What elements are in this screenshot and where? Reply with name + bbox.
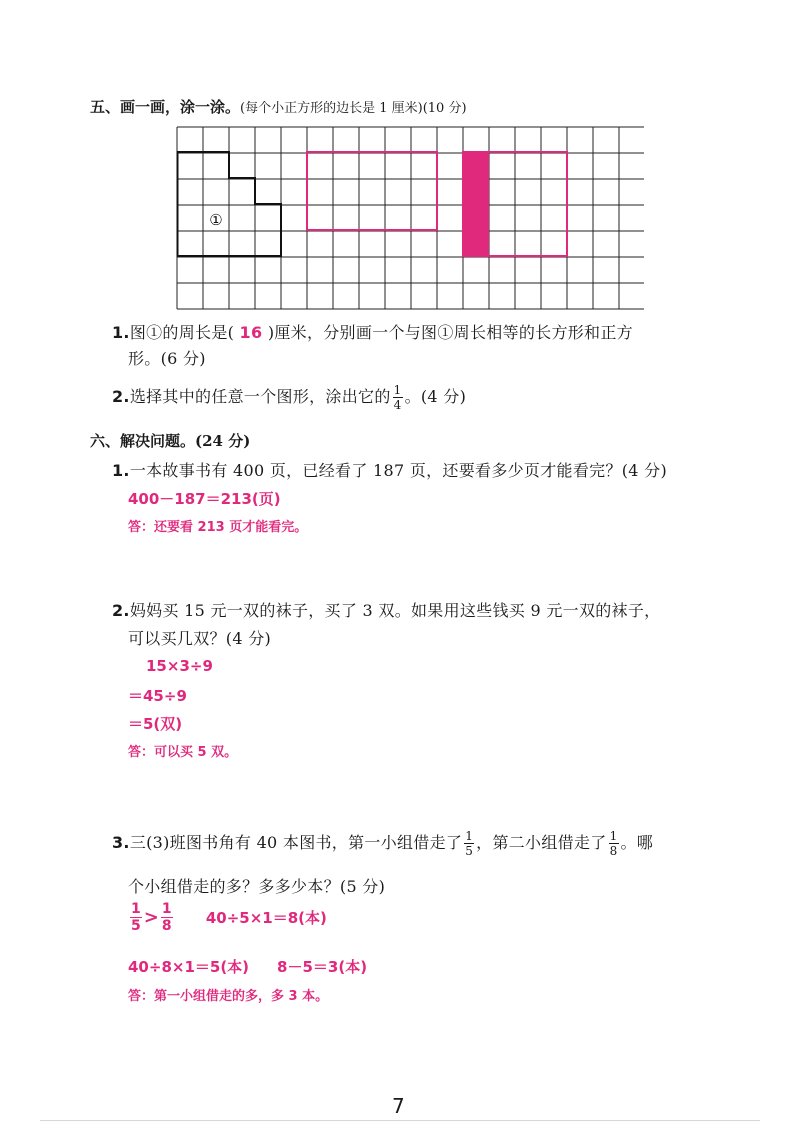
question-5-1: 1.图①的周长是( 16 )厘米，分别画一个与图①周长相等的长方形和正方 <box>112 323 633 342</box>
problem-6-1-answer: 答：还要看 213 页才能看完。 <box>128 520 308 535</box>
fraction-one-eighth: $\frac{1}{8}$ <box>609 829 618 858</box>
page-number: 7 <box>392 1094 405 1118</box>
compare-fraction-b: $\frac{1}{8}$ <box>161 901 172 934</box>
compare-fraction-a: $\frac{1}{5}$ <box>131 901 141 934</box>
problem-6-2-line2: 可以买几双？(4 分) <box>128 629 272 648</box>
section-6-heading: 六、解决问题。(24 分) <box>90 432 251 450</box>
problem-6-2-step-1: 15×3÷9 <box>146 657 213 675</box>
problem-6-2: 2.妈妈买 15 元一双的袜子，买了 3 双。如果用这些钱买 9 元一双的袜子， <box>112 601 661 620</box>
problem-6-2-answer: 答：可以买 5 双。 <box>128 745 238 760</box>
problem-6-3-line2: 个小组借走的多？多多少本？(5 分) <box>128 877 386 896</box>
problem-6-1-calc: 400－187＝213(页) <box>128 490 281 508</box>
problem-6-2-step-3: ＝5(双) <box>128 715 183 733</box>
question-5-1-line2: 形。(6 分) <box>128 349 206 368</box>
drawn-rectangle <box>307 152 437 230</box>
problem-6-3-answer: 答：第一小组借走的多，多 3 本。 <box>128 989 329 1004</box>
problem-6-3: 3.三(3)班图书角有 40 本图书，第一小组借走了 $\frac{1}{5}$ ，第二小组借走了 $\frac{1}{8}$ 。哪 <box>112 829 654 858</box>
square-grid <box>176 126 644 310</box>
shaded-quarter <box>463 152 489 256</box>
question-5-2: 2.选择其中的任意一个图形，涂出它的 $\frac{1}{4}$ 。(4 分) <box>112 383 467 412</box>
perimeter-answer: 16 <box>239 323 263 342</box>
fraction-one-fifth: $\frac{1}{5}$ <box>465 829 474 858</box>
problem-6-2-step-2: ＝45÷9 <box>128 687 187 705</box>
problem-6-3-compare: $\frac{1}{5}$ > $\frac{1}{8}$ 40÷5×1＝8(本) <box>131 901 327 934</box>
problem-6-1: 1.一本故事书有 400 页，已经看了 187 页，还要看多少页才能看完？(4 分) <box>112 461 667 480</box>
problem-6-3-calc-line: 40÷8×1＝5(本) 8－5＝3(本) <box>128 958 368 976</box>
shape-1-label: ① <box>209 211 223 229</box>
section-5-heading: 五、画一画，涂一涂。(每个小正方形的边长是 1 厘米)(10 分) <box>90 98 467 116</box>
fraction-one-quarter: $\frac{1}{4}$ <box>393 383 402 412</box>
footer-divider <box>40 1120 760 1121</box>
